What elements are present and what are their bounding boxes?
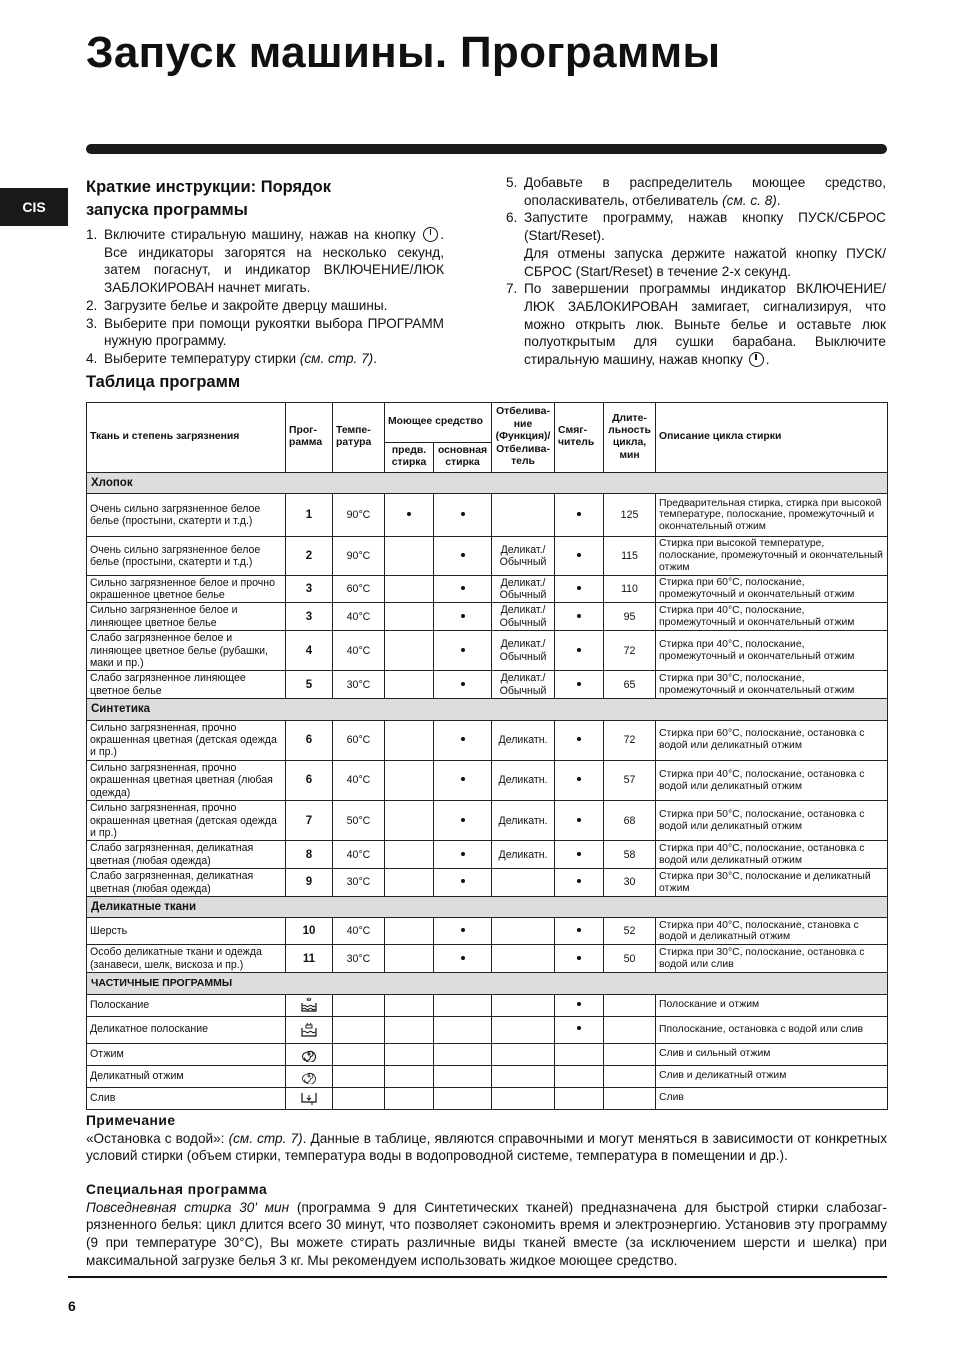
- bullet-dot: [577, 818, 581, 822]
- duration-cell: 30: [604, 869, 656, 897]
- softener-cell: [555, 671, 604, 699]
- softener-cell: [555, 1065, 604, 1087]
- language-tab: CIS: [0, 188, 68, 226]
- prewash-cell: [385, 494, 434, 537]
- temperature-cell: 50°C: [333, 801, 385, 841]
- duration-cell: 68: [604, 801, 656, 841]
- bullet-dot: [577, 586, 581, 590]
- duration-cell: 110: [604, 575, 656, 603]
- empty-cell: [492, 1065, 555, 1087]
- description-cell: Стирка при 50°C, полоскание, остановка с водой или деликатный отжим: [656, 801, 888, 841]
- description-cell: Стирка при 30°C, полоскание и деликатный отжим: [656, 869, 888, 897]
- mainwash-cell: [434, 720, 492, 760]
- mainwash-cell: [434, 869, 492, 897]
- bullet-dot: [461, 777, 465, 781]
- bullet-dot: [461, 956, 465, 960]
- fabric-cell: Особо деликатные ткани и одежда (занавеси, шелк, вискоза и пр.): [87, 945, 286, 973]
- power-icon: [423, 227, 438, 242]
- heading-line-2: запуска программы: [86, 201, 248, 219]
- empty-cell: [434, 1016, 492, 1043]
- description-cell: Слив: [656, 1087, 888, 1109]
- duration-cell: 72: [604, 720, 656, 760]
- softener-cell: [555, 918, 604, 945]
- bleach-cell: [492, 918, 555, 945]
- softener-cell: [555, 1016, 604, 1043]
- temperature-cell: 40°C: [333, 760, 385, 800]
- fabric-cell: Очень сильно загрязненное белое белье (простыни, скатерти и т.д.): [87, 494, 286, 537]
- table-row: [87, 760, 888, 800]
- mainwash-cell: [434, 631, 492, 671]
- table-row: [87, 537, 888, 575]
- step-2: 2. Загрузите белье и закройте дверцу машины.: [86, 297, 388, 313]
- bullet-dot: [461, 512, 465, 516]
- section-title: ЧАСТИЧНЫЕ ПРОГРАММЫ: [87, 973, 888, 994]
- duration-cell: [604, 994, 656, 1016]
- bullet-dot: [577, 512, 581, 516]
- fabric-cell: Отжим: [87, 1043, 286, 1065]
- bullet-dot: [577, 648, 581, 652]
- table-row: [87, 841, 888, 869]
- prewash-cell: [385, 945, 434, 973]
- temperature-cell: 30°C: [333, 869, 385, 897]
- softener-cell: [555, 575, 604, 603]
- prewash-cell: [385, 537, 434, 575]
- header-program: Прог-рамма: [286, 403, 333, 473]
- table-row: [87, 720, 888, 760]
- bullet-dot: [461, 818, 465, 822]
- bleach-cell: Деликатн.: [492, 801, 555, 841]
- footer-rule: [68, 1276, 887, 1278]
- mainwash-cell: [434, 603, 492, 631]
- duration-cell: [604, 1087, 656, 1109]
- empty-cell: [333, 994, 385, 1016]
- mainwash-cell: [434, 760, 492, 800]
- empty-cell: [492, 1016, 555, 1043]
- duration-cell: 57: [604, 760, 656, 800]
- program-cell: 6: [286, 760, 333, 800]
- bleach-cell: Деликатн.: [492, 720, 555, 760]
- bullet-dot: [577, 852, 581, 856]
- header-softener: Смяг-читель: [555, 403, 604, 473]
- mainwash-cell: [434, 537, 492, 575]
- softener-cell: [555, 537, 604, 575]
- description-cell: Стирка при высокой температуре, полоскание, промежуточный и окончательный отжим: [656, 537, 888, 575]
- duration-cell: 58: [604, 841, 656, 869]
- program-icon-cell: [286, 1065, 333, 1087]
- delicate-spin-icon: [300, 1070, 318, 1082]
- prewash-cell: [385, 801, 434, 841]
- empty-cell: [385, 1016, 434, 1043]
- header-prewash: предв. стирка: [385, 443, 434, 473]
- special-text: Повседневная стирка 30' мин (программа 9 для Синтетических тканей) предназначена для быстрой стирки слабозаг-рязненного белья: цикл длится всего 30 минут, что позволяет сэкономить время и электроэнергию. Установив эту программу (9 при температуре 30°C), Вы можете стирать различные виды тканей вместе (за исключением шерсти и шелка) при максимальной загрузке белья 3 кг. Мы рекомендуем использовать жидкое моющее средство.: [86, 1199, 888, 1268]
- program-cell: 8: [286, 841, 333, 869]
- quick-instructions-heading: [86, 176, 444, 222]
- softener-cell: [555, 801, 604, 841]
- fabric-cell: Деликатное полоскание: [87, 1016, 286, 1043]
- program-icon-cell: [286, 1043, 333, 1065]
- duration-cell: [604, 1016, 656, 1043]
- program-cell: 4: [286, 631, 333, 671]
- fabric-cell: Шерсть: [87, 918, 286, 945]
- program-cell: 3: [286, 575, 333, 603]
- bullet-dot: [577, 553, 581, 557]
- duration-cell: [604, 1043, 656, 1065]
- table-row: [87, 918, 888, 945]
- program-icon-cell: [286, 1016, 333, 1043]
- fabric-cell: Сильно загрязненное белое и прочно окрашенное цветное белье: [87, 575, 286, 603]
- temperature-cell: 30°C: [333, 945, 385, 973]
- program-cell: 6: [286, 720, 333, 760]
- prewash-cell: [385, 671, 434, 699]
- fabric-cell: Слабо загрязненное линяющее цветное белье: [87, 671, 286, 699]
- bullet-dot: [461, 614, 465, 618]
- step-3: 3. Выберите при помощи рукоятки выбора ПРОГРАММ нужную программу.: [86, 315, 444, 349]
- program-cell: 2: [286, 537, 333, 575]
- empty-cell: [333, 1043, 385, 1065]
- bleach-cell: Деликат./ Обычный: [492, 631, 555, 671]
- bullet-dot: [577, 956, 581, 960]
- mainwash-cell: [434, 841, 492, 869]
- empty-cell: [492, 1087, 555, 1109]
- special-program-block: [86, 1181, 887, 1270]
- description-cell: Предварительная стирка, стирка при высокой температуре, полоскание, промежуточный и окончательный отжим: [656, 494, 888, 537]
- description-cell: Стирка при 30°C, полоскание, остановка с водой или слив: [656, 945, 888, 973]
- description-cell: Стирка при 40°C, полоскание, промежуточный и окончательный отжим: [656, 631, 888, 671]
- description-cell: Стирка при 40°C, полоскание, становка с водой и деликатный отжим: [656, 918, 888, 945]
- step-5: 5. Добавьте в распределитель моющее средство, ополаскиватель, отбеливатель (см. с. 8).: [506, 175, 886, 208]
- prewash-cell: [385, 760, 434, 800]
- section-row: [87, 472, 888, 493]
- duration-cell: 95: [604, 603, 656, 631]
- bullet-dot: [461, 852, 465, 856]
- bullet-dot: [577, 1026, 581, 1030]
- softener-cell: [555, 994, 604, 1016]
- fabric-cell: Деликатный отжим: [87, 1065, 286, 1087]
- section-row: [87, 973, 888, 994]
- duration-cell: [604, 1065, 656, 1087]
- empty-cell: [434, 994, 492, 1016]
- empty-cell: [434, 1087, 492, 1109]
- bleach-cell: [492, 494, 555, 537]
- bullet-dot: [407, 512, 411, 516]
- bullet-dot: [461, 586, 465, 590]
- empty-cell: [333, 1087, 385, 1109]
- empty-cell: [434, 1065, 492, 1087]
- empty-cell: [385, 1065, 434, 1087]
- empty-cell: [385, 1087, 434, 1109]
- prewash-cell: [385, 918, 434, 945]
- bleach-cell: Деликат./ Обычный: [492, 671, 555, 699]
- section-row: [87, 896, 888, 917]
- quick-instructions-left: [86, 176, 444, 368]
- empty-cell: [385, 1043, 434, 1065]
- table-row: [87, 1087, 888, 1109]
- table-row: [87, 603, 888, 631]
- step-4: 4. Выберите температуру стирки (см. стр. 7).: [86, 350, 377, 366]
- note-heading: Примечание: [86, 1113, 176, 1128]
- power-icon: [749, 352, 764, 367]
- prewash-cell: [385, 631, 434, 671]
- prewash-cell: [385, 720, 434, 760]
- description-cell: Стирка при 40°C, полоскание, остановка с водой или деликатный отжим: [656, 841, 888, 869]
- empty-cell: [434, 1043, 492, 1065]
- softener-cell: [555, 945, 604, 973]
- bullet-dot: [577, 777, 581, 781]
- header-bleach: Отбелива-ние (Функция)/ Отбелива-тель: [492, 403, 555, 473]
- section-title: Деликатные ткани: [87, 896, 888, 917]
- program-icon-cell: [286, 1087, 333, 1109]
- bleach-cell: Деликатн.: [492, 841, 555, 869]
- prewash-cell: [385, 575, 434, 603]
- header-detergent: Моющее средство: [385, 403, 492, 443]
- temperature-cell: 30°C: [333, 671, 385, 699]
- duration-cell: 115: [604, 537, 656, 575]
- programs-table-body: [87, 472, 888, 1109]
- table-row: [87, 494, 888, 537]
- bullet-dot: [461, 648, 465, 652]
- mainwash-cell: [434, 575, 492, 603]
- description-cell: Стирка при 30°C, полоскание, промежуточный и окончательный отжим: [656, 671, 888, 699]
- header-description: Описание цикла стирки: [656, 403, 888, 473]
- temperature-cell: 90°C: [333, 537, 385, 575]
- softener-cell: [555, 1087, 604, 1109]
- description-cell: Полоскание и отжим: [656, 994, 888, 1016]
- header-rule: [86, 144, 887, 154]
- program-cell: 3: [286, 603, 333, 631]
- prewash-cell: [385, 869, 434, 897]
- table-row: [87, 671, 888, 699]
- program-cell: 7: [286, 801, 333, 841]
- empty-cell: [333, 1065, 385, 1087]
- softener-cell: [555, 1043, 604, 1065]
- table-row: [87, 1043, 888, 1065]
- bullet-dot: [461, 928, 465, 932]
- softener-cell: [555, 869, 604, 897]
- mainwash-cell: [434, 918, 492, 945]
- table-row: [87, 994, 888, 1016]
- steps-list-right: [506, 174, 886, 369]
- temperature-cell: 40°C: [333, 631, 385, 671]
- description-cell: Стирка при 40°C, полоскание, остановка с водой или деликатный отжим: [656, 760, 888, 800]
- softener-cell: [555, 760, 604, 800]
- rinse-icon: [300, 999, 318, 1011]
- bleach-cell: Деликатн.: [492, 760, 555, 800]
- spin-icon: [300, 1048, 318, 1060]
- steps-list-left: [86, 226, 444, 368]
- temperature-cell: 60°C: [333, 575, 385, 603]
- step-7: 7. По завершении программы индикатор ВКЛЮЧЕНИЕ/ЛЮК ЗАБЛОКИРОВАН замигает, сигнализируя, что можно открыть люк. Выньте белье и оставьте люк полуоткрытым для сушки барабана. Выключите стиральную машину, нажав кнопку .: [506, 281, 886, 368]
- section-row: [87, 699, 888, 720]
- temperature-cell: 60°C: [333, 720, 385, 760]
- mainwash-cell: [434, 801, 492, 841]
- table-row: [87, 631, 888, 671]
- fabric-cell: Слив: [87, 1087, 286, 1109]
- page-title: Запуск машины. Программы: [86, 28, 721, 77]
- bullet-dot: [577, 682, 581, 686]
- bullet-dot: [461, 737, 465, 741]
- duration-cell: 52: [604, 918, 656, 945]
- header-mainwash: основная стирка: [434, 443, 492, 473]
- section-title: Синтетика: [87, 699, 888, 720]
- fabric-cell: Сильно загрязненная, прочно окрашенная цветная (детская одежда и пр.): [87, 801, 286, 841]
- table-row: [87, 1065, 888, 1087]
- fabric-cell: Слабо загрязненная, деликатная цветная (любая одежда): [87, 841, 286, 869]
- mainwash-cell: [434, 945, 492, 973]
- fabric-cell: Полоскание: [87, 994, 286, 1016]
- table-row: [87, 869, 888, 897]
- description-cell: Слив и деликатный отжим: [656, 1065, 888, 1087]
- description-cell: Пполоскание, остановка с водой или слив: [656, 1016, 888, 1043]
- program-cell: 9: [286, 869, 333, 897]
- fabric-cell: Сильно загрязненная, прочно окрашенная цветная (детская одежда и пр.): [87, 720, 286, 760]
- fabric-cell: Слабо загрязненное белое и линяющее цветное белье (рубашки, маки и пр.): [87, 631, 286, 671]
- note-text: «Остановка с водой»: (см. стр. 7). Данные в таблице, являются справочными и могут меняться в зависимости от конкретных условий стирки (объем стирки, температура воды в водопроводной системе, температура в помещении и др.).: [86, 1130, 888, 1164]
- mainwash-cell: [434, 671, 492, 699]
- duration-cell: 72: [604, 631, 656, 671]
- page-number: 6: [68, 1298, 76, 1314]
- softener-cell: [555, 720, 604, 760]
- description-cell: Слив и сильный отжим: [656, 1043, 888, 1065]
- temperature-cell: 90°C: [333, 494, 385, 537]
- drain-icon: [300, 1092, 318, 1104]
- heading-line-1: Краткие инструкции: Порядок: [86, 178, 331, 196]
- mainwash-cell: [434, 494, 492, 537]
- softener-cell: [555, 631, 604, 671]
- special-heading: Специальная программа: [86, 1182, 268, 1197]
- empty-cell: [385, 994, 434, 1016]
- programs-table: [86, 402, 888, 1110]
- bullet-dot: [577, 928, 581, 932]
- softener-cell: [555, 841, 604, 869]
- bullet-dot: [577, 614, 581, 618]
- bleach-cell: [492, 869, 555, 897]
- section-title: Хлопок: [87, 472, 888, 493]
- bleach-cell: Деликат./ Обычный: [492, 537, 555, 575]
- fabric-cell: Очень сильно загрязненное белое белье (простыни, скатерти и т.д.): [87, 537, 286, 575]
- duration-cell: 125: [604, 494, 656, 537]
- table-row: [87, 801, 888, 841]
- program-icon-cell: [286, 994, 333, 1016]
- temperature-cell: 40°C: [333, 841, 385, 869]
- empty-cell: [492, 1043, 555, 1065]
- duration-cell: 65: [604, 671, 656, 699]
- bleach-cell: Деликат./ Обычный: [492, 575, 555, 603]
- header-fabric: Ткань и степень загрязнения: [87, 403, 286, 473]
- description-cell: Стирка при 40°C, полоскание, промежуточный и окончательный отжим: [656, 603, 888, 631]
- empty-cell: [492, 994, 555, 1016]
- table-row: [87, 575, 888, 603]
- program-cell: 11: [286, 945, 333, 973]
- table-title: Таблица программ: [86, 373, 241, 391]
- softener-cell: [555, 603, 604, 631]
- bullet-dot: [461, 682, 465, 686]
- delicate-rinse-icon: [300, 1023, 318, 1035]
- quick-instructions-right: [506, 174, 886, 369]
- program-cell: 1: [286, 494, 333, 537]
- table-row: [87, 945, 888, 973]
- duration-cell: 50: [604, 945, 656, 973]
- temperature-cell: 40°C: [333, 918, 385, 945]
- softener-cell: [555, 494, 604, 537]
- header-temperature: Темпе-ратура: [333, 403, 385, 473]
- fabric-cell: Сильно загрязненная, прочно окрашенная цветная цветная (любая одежда): [87, 760, 286, 800]
- header-duration: Длите-льность цикла, мин: [604, 403, 656, 473]
- description-cell: Стирка при 60°C, полоскание, промежуточный и окончательный отжим: [656, 575, 888, 603]
- step-6: 6. Запустите программу, нажав кнопку ПУСК/СБРОС (Start/Reset). Для отмены запуска держите нажатой кнопку ПУСК/СБРОС (Start/Reset) в течение 2-х секунд.: [506, 210, 886, 279]
- prewash-cell: [385, 603, 434, 631]
- bullet-dot: [577, 1002, 581, 1006]
- prewash-cell: [385, 841, 434, 869]
- bullet-dot: [461, 879, 465, 883]
- bullet-dot: [577, 737, 581, 741]
- table-row: [87, 1016, 888, 1043]
- fabric-cell: Сильно загрязненное белое и линяющее цветное белье: [87, 603, 286, 631]
- description-cell: Стирка при 60°C, полоскание, остановка с водой или деликатный отжим: [656, 720, 888, 760]
- fabric-cell: Слабо загрязненная, деликатная цветная (любая одежда): [87, 869, 286, 897]
- bullet-dot: [461, 553, 465, 557]
- program-cell: 10: [286, 918, 333, 945]
- empty-cell: [333, 1016, 385, 1043]
- temperature-cell: 40°C: [333, 603, 385, 631]
- bleach-cell: Деликат./ Обычный: [492, 603, 555, 631]
- bullet-dot: [577, 879, 581, 883]
- bleach-cell: [492, 945, 555, 973]
- step-1: 1. Включите стиральную машину, нажав на кнопку . Все индикаторы загорятся на несколько секунд, затем погаснут, и индикатор ВКЛЮЧЕНИЕ/ЛЮК ЗАБЛОКИРОВАН начнет мигать.: [86, 227, 444, 296]
- program-cell: 5: [286, 671, 333, 699]
- note-block: [86, 1112, 887, 1165]
